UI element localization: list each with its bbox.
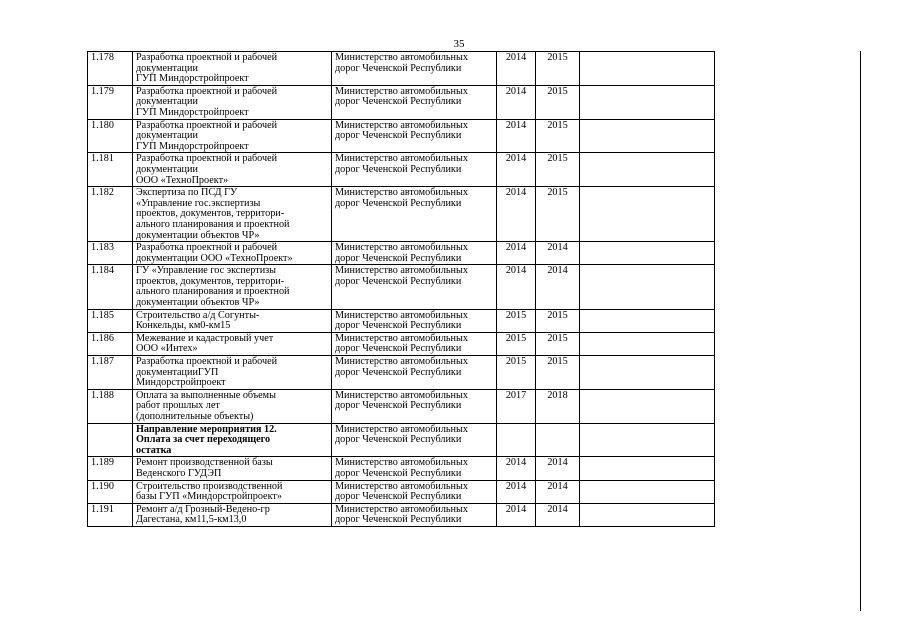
executor-line: дорог Чеченской Республики [335,163,462,175]
start-year: 2014 [497,457,536,480]
row-number: 1.184 [88,265,133,309]
executor-line: дорог Чеченской Республики [335,366,462,378]
table-row [88,265,715,309]
measure-name-line: Конкельды, км0-км15 [136,320,231,332]
start-year: 2014 [497,153,536,187]
end-year: 2014 [536,265,580,309]
row-number: 1.181 [88,153,133,187]
end-year: 2014 [536,480,580,503]
executor-line: дорог Чеченской Республики [335,320,462,332]
executor-line: дорог Чеченской Республики [335,275,462,287]
measure-name [133,356,332,390]
executor-line: Министерство автомобильных [335,85,468,97]
executor-line: дорог Чеченской Республики [335,96,462,108]
measure-name [133,187,332,242]
end-year: 2015 [536,187,580,242]
row-number: 1.187 [88,356,133,390]
executor [332,85,497,119]
measure-name [133,309,332,332]
end-year: 2014 [536,457,580,480]
measure-name-line: ального планирования и проектной [136,286,290,298]
executor-line: дорог Чеченской Республики [335,467,462,479]
end-year: 2015 [536,356,580,390]
executor [332,242,497,265]
measure-name-line: ООО «Интех» [136,343,198,355]
measure-name-line: Ремонт производственной базы [136,457,273,469]
measure-name-line: документации [136,130,198,142]
measure-name-line: ального планирования и проектной [136,218,290,230]
start-year: 2014 [497,119,536,153]
end-year: 2015 [536,119,580,153]
table-row [88,52,715,86]
row-number: 1.186 [88,332,133,355]
measure-name-line: ГУП Миндорстройпроект [136,73,249,85]
row-number: 1.178 [88,52,133,86]
end-year [536,423,580,457]
measure-name [133,85,332,119]
measure-name-line: документации [136,62,198,74]
executor [332,153,497,187]
empty-cell [580,85,715,119]
measure-name [133,265,332,309]
page-number: 35 [453,38,465,50]
measure-name-line: проектов, документов, территори- [136,275,285,287]
executor [332,503,497,526]
table-row [88,309,715,332]
executor-line: дорог Чеченской Республики [335,491,462,503]
measure-name-line: Разработка проектной и рабочей [136,153,278,165]
executor-line: Министерство автомобильных [335,423,468,435]
executor [332,480,497,503]
measure-name [133,423,332,457]
executor-line: Министерство автомобильных [335,187,468,199]
measure-name-line: Миндорстройпроект [136,377,226,389]
empty-cell [580,187,715,242]
executor-line: Министерство автомобильных [335,332,468,344]
measure-name [133,52,332,86]
measure-name [133,119,332,153]
measure-name-line: документации ООО «ТехноПроект» [136,252,293,264]
executor-line: Министерство автомобильных [335,480,468,492]
executor [332,356,497,390]
executor [332,119,497,153]
measure-name-line: проектов, документов, территори- [136,208,285,220]
measure-name [133,503,332,526]
executor-line: дорог Чеченской Республики [335,130,462,142]
row-number: 1.185 [88,309,133,332]
page-right-border [860,51,861,611]
row-number: 1.183 [88,242,133,265]
table-row [88,503,715,526]
empty-cell [580,332,715,355]
table-row [88,457,715,480]
measure-name [133,389,332,423]
table-row [88,480,715,503]
start-year: 2014 [497,242,536,265]
executor [332,309,497,332]
measure-name-line: Разработка проектной и рабочей [136,119,278,131]
measure-name-line: (дополнительные объекты) [136,411,254,422]
start-year: 2014 [497,480,536,503]
measure-name-line: ГУП Миндорстройпроект [136,106,249,118]
table-row [88,119,715,153]
measure-name-line: Строительство а/д Согунты- [136,309,260,321]
executor-line: Министерство автомобильных [335,52,468,63]
measure-name-line: Строительство производственной [136,480,283,492]
empty-cell [580,265,715,309]
measure-name [133,242,332,265]
executor-line: Министерство автомобильных [335,242,468,254]
executor-line: Министерство автомобильных [335,356,468,368]
end-year: 2015 [536,52,580,86]
executor-line: дорог Чеченской Республики [335,400,462,412]
executor-line: Министерство автомобильных [335,309,468,321]
measures-table-body [88,52,715,527]
row-number: 1.180 [88,119,133,153]
executor [332,457,497,480]
measure-name-line: Веденского ГУДЭП [136,467,222,479]
measure-name [133,153,332,187]
measure-name-line: Экспертиза по ПСД ГУ [136,187,238,199]
executor-line: дорог Чеченской Республики [335,434,462,446]
table-row [88,153,715,187]
executor-line: Министерство автомобильных [335,265,468,277]
start-year: 2014 [497,187,536,242]
measure-name-line: документации объектов ЧР» [136,229,260,241]
row-number: 1.191 [88,503,133,526]
row-number: 1.182 [88,187,133,242]
measure-name-line: Разработка проектной и рабочей [136,85,278,97]
start-year: 2014 [497,85,536,119]
end-year: 2015 [536,309,580,332]
measures-table [87,51,715,527]
executor-line: Министерство автомобильных [335,389,468,401]
executor [332,265,497,309]
measure-name-line: Оплата за счет переходящего [136,434,271,446]
empty-cell [580,119,715,153]
measure-name-line: документацииГУП [136,366,219,378]
empty-cell [580,389,715,423]
executor-line: дорог Чеченской Республики [335,343,462,355]
measure-name-line: Направление мероприятия 12. [136,423,277,435]
executor-line: Министерство автомобильных [335,153,468,165]
empty-cell [580,356,715,390]
row-number: 1.179 [88,85,133,119]
start-year [497,423,536,457]
start-year: 2015 [497,309,536,332]
row-number [88,423,133,457]
executor-line: дорог Чеченской Республики [335,197,462,209]
executor-line: дорог Чеченской Республики [335,514,462,526]
measure-name-line: Ремонт а/д Грозный-Ведено-гр [136,503,270,515]
executor-line: дорог Чеченской Республики [335,252,462,264]
end-year: 2014 [536,242,580,265]
empty-cell [580,503,715,526]
table-row [88,187,715,242]
measure-name-line: Разработка проектной и рабочей [136,242,278,254]
executor-line: Министерство автомобильных [335,503,468,515]
measure-name [133,457,332,480]
measure-name-line: Дагестана, км11,5-км13,0 [136,514,247,526]
empty-cell [580,423,715,457]
executor-line: Министерство автомобильных [335,119,468,131]
end-year: 2014 [536,503,580,526]
executor [332,52,497,86]
empty-cell [580,153,715,187]
measure-name-line: «Управление гос.экспертизы [136,197,261,209]
table-row [88,389,715,423]
measure-name-line: Межевание и кадастровый учет [136,332,274,344]
measure-name-line: документации [136,96,198,108]
end-year: 2015 [536,153,580,187]
row-number: 1.188 [88,389,133,423]
end-year: 2018 [536,389,580,423]
section-header-row [88,423,715,457]
measure-name-line: остатка [136,444,172,456]
table-row [88,356,715,390]
start-year: 2014 [497,265,536,309]
measure-name [133,332,332,355]
table-row [88,242,715,265]
end-year: 2015 [536,85,580,119]
measure-name-line: документации [136,163,198,175]
measure-name-line: работ прошлых лет [136,400,220,412]
start-year: 2017 [497,389,536,423]
measure-name-line: Оплата за выполненные объемы [136,389,276,401]
measure-name-line: ГУП Миндорстройпроект [136,140,249,152]
measure-name-line: Разработка проектной и рабочей [136,356,278,368]
executor [332,423,497,457]
measure-name-line: Разработка проектной и рабочей [136,52,278,63]
start-year: 2014 [497,52,536,86]
measure-name-line: документации объектов ЧР» [136,297,260,309]
executor-line: Министерство автомобильных [335,457,468,469]
measure-name-line: базы ГУП «Миндорстройпроект» [136,491,282,503]
start-year: 2014 [497,503,536,526]
row-number: 1.190 [88,480,133,503]
executor [332,389,497,423]
empty-cell [580,242,715,265]
measure-name-line: ГУ «Управление гос экспертизы [136,265,277,277]
executor-line: дорог Чеченской Республики [335,62,462,74]
start-year: 2015 [497,332,536,355]
measure-name [133,480,332,503]
executor [332,187,497,242]
empty-cell [580,480,715,503]
measure-name-line: ООО «ТехноПроект» [136,174,229,186]
executor [332,332,497,355]
table-row [88,332,715,355]
table-row [88,85,715,119]
empty-cell [580,309,715,332]
empty-cell [580,52,715,86]
start-year: 2015 [497,356,536,390]
empty-cell [580,457,715,480]
row-number: 1.189 [88,457,133,480]
end-year: 2015 [536,332,580,355]
